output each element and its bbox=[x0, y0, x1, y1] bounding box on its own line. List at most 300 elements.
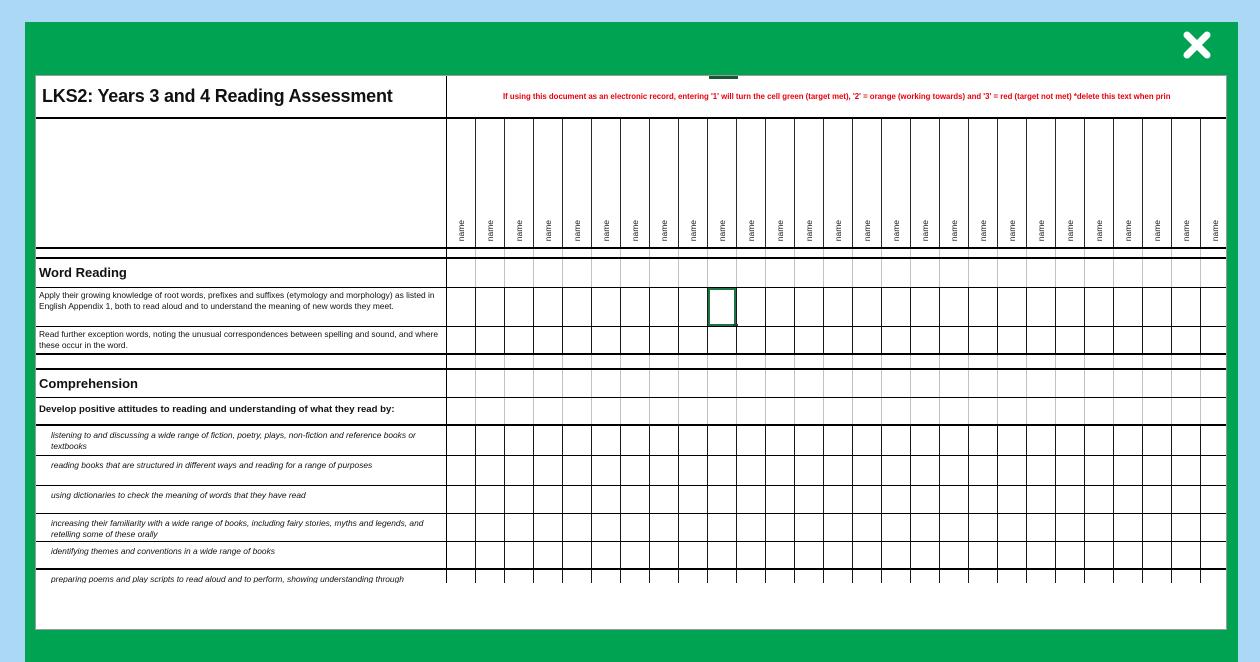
grid-cell[interactable] bbox=[650, 542, 679, 568]
grid-cell[interactable] bbox=[766, 355, 795, 368]
grid-cell[interactable] bbox=[1085, 514, 1114, 541]
grid-cell[interactable] bbox=[1114, 514, 1143, 541]
grid-cell[interactable] bbox=[911, 486, 940, 513]
grid-cell[interactable] bbox=[998, 398, 1027, 424]
grid-cell[interactable] bbox=[708, 486, 737, 513]
grid-cell[interactable] bbox=[969, 249, 998, 257]
grid-cell[interactable] bbox=[592, 514, 621, 541]
grid-cell[interactable] bbox=[940, 398, 969, 424]
grid-cell[interactable] bbox=[476, 327, 505, 353]
grid-cell[interactable] bbox=[650, 249, 679, 257]
grid-cell[interactable] bbox=[679, 327, 708, 353]
grid-cell[interactable] bbox=[737, 119, 766, 247]
grid-cell[interactable] bbox=[650, 119, 679, 247]
grid-cell[interactable] bbox=[505, 398, 534, 424]
grid-cell[interactable] bbox=[1056, 426, 1085, 455]
grid-cell[interactable] bbox=[1085, 288, 1114, 326]
grid-cell[interactable] bbox=[447, 119, 476, 247]
grid-cell[interactable] bbox=[592, 456, 621, 485]
grid-cell[interactable] bbox=[1201, 119, 1226, 247]
grid-cell[interactable] bbox=[1056, 398, 1085, 424]
grid-cell[interactable] bbox=[882, 570, 911, 583]
grid-cell[interactable] bbox=[476, 486, 505, 513]
selected-cell[interactable] bbox=[708, 288, 737, 326]
grid-cell[interactable] bbox=[476, 119, 505, 247]
grid-cell[interactable] bbox=[650, 426, 679, 455]
grid-cell[interactable] bbox=[1114, 456, 1143, 485]
grid-cell[interactable] bbox=[447, 542, 476, 568]
grid-cell[interactable] bbox=[650, 259, 679, 287]
grid-cell[interactable] bbox=[1027, 288, 1056, 326]
grid-cell[interactable] bbox=[650, 327, 679, 353]
grid-cell[interactable] bbox=[505, 355, 534, 368]
grid-cell[interactable] bbox=[534, 514, 563, 541]
grid-cell[interactable] bbox=[592, 486, 621, 513]
grid-cell[interactable] bbox=[911, 456, 940, 485]
grid-cell[interactable] bbox=[882, 514, 911, 541]
grid-cell[interactable] bbox=[1143, 249, 1172, 257]
grid-cell[interactable] bbox=[1143, 398, 1172, 424]
grid-cell[interactable] bbox=[1201, 398, 1226, 424]
grid-cell[interactable] bbox=[1056, 542, 1085, 568]
grid-cell[interactable] bbox=[737, 514, 766, 541]
grid-cell[interactable] bbox=[911, 370, 940, 397]
grid-cell[interactable] bbox=[679, 542, 708, 568]
grid-cell[interactable] bbox=[563, 486, 592, 513]
grid-cell[interactable] bbox=[708, 426, 737, 455]
grid-cell[interactable] bbox=[969, 456, 998, 485]
grid-cell[interactable] bbox=[534, 486, 563, 513]
grid-cell[interactable] bbox=[650, 570, 679, 583]
grid-cell[interactable] bbox=[1027, 398, 1056, 424]
grid-cell[interactable] bbox=[1114, 370, 1143, 397]
grid-cell[interactable] bbox=[998, 327, 1027, 353]
grid-cell[interactable] bbox=[911, 327, 940, 353]
grid-cell[interactable] bbox=[911, 119, 940, 247]
grid-cell[interactable] bbox=[766, 426, 795, 455]
grid-cell[interactable] bbox=[708, 119, 737, 247]
grid-cell[interactable] bbox=[998, 355, 1027, 368]
grid-cell[interactable] bbox=[563, 456, 592, 485]
grid-cell[interactable] bbox=[940, 570, 969, 583]
grid-cell[interactable] bbox=[447, 426, 476, 455]
grid-cell[interactable] bbox=[853, 514, 882, 541]
grid-cell[interactable] bbox=[1027, 355, 1056, 368]
grid-cell[interactable] bbox=[505, 327, 534, 353]
grid-cell[interactable] bbox=[1027, 249, 1056, 257]
grid-cell[interactable] bbox=[650, 370, 679, 397]
grid-cell[interactable] bbox=[1172, 398, 1201, 424]
grid-cell[interactable] bbox=[505, 249, 534, 257]
grid-cell[interactable] bbox=[853, 542, 882, 568]
grid-cell[interactable] bbox=[1114, 259, 1143, 287]
grid-cell[interactable] bbox=[1172, 514, 1201, 541]
grid-cell[interactable] bbox=[766, 288, 795, 326]
grid-cell[interactable] bbox=[621, 370, 650, 397]
grid-cell[interactable] bbox=[969, 426, 998, 455]
grid-cell[interactable] bbox=[1056, 456, 1085, 485]
grid-cell[interactable] bbox=[998, 514, 1027, 541]
criteria-cell[interactable]: Word Reading bbox=[36, 259, 447, 287]
grid-cell[interactable] bbox=[1143, 119, 1172, 247]
grid-cell[interactable] bbox=[650, 288, 679, 326]
grid-cell[interactable] bbox=[1172, 542, 1201, 568]
grid-cell[interactable] bbox=[1085, 119, 1114, 247]
grid-cell[interactable] bbox=[1027, 327, 1056, 353]
grid-cell[interactable] bbox=[998, 456, 1027, 485]
grid-cell[interactable] bbox=[1201, 426, 1226, 455]
grid-cell[interactable] bbox=[882, 249, 911, 257]
grid-cell[interactable] bbox=[679, 398, 708, 424]
grid-cell[interactable] bbox=[766, 514, 795, 541]
grid-cell[interactable] bbox=[563, 327, 592, 353]
grid-cell[interactable] bbox=[1201, 542, 1226, 568]
grid-cell[interactable] bbox=[563, 426, 592, 455]
grid-cell[interactable] bbox=[853, 486, 882, 513]
grid-cell[interactable] bbox=[534, 370, 563, 397]
grid-cell[interactable] bbox=[1172, 570, 1201, 583]
grid-cell[interactable] bbox=[853, 249, 882, 257]
grid-cell[interactable] bbox=[998, 288, 1027, 326]
grid-cell[interactable] bbox=[592, 327, 621, 353]
grid-cell[interactable] bbox=[592, 249, 621, 257]
grid-cell[interactable] bbox=[1085, 355, 1114, 368]
grid-cell[interactable] bbox=[1143, 570, 1172, 583]
grid-cell[interactable] bbox=[708, 542, 737, 568]
grid-cell[interactable] bbox=[621, 259, 650, 287]
grid-cell[interactable] bbox=[621, 456, 650, 485]
grid-cell[interactable] bbox=[853, 456, 882, 485]
grid-cell[interactable] bbox=[824, 249, 853, 257]
grid-cell[interactable] bbox=[1056, 249, 1085, 257]
grid-cell[interactable] bbox=[505, 456, 534, 485]
grid-cell[interactable] bbox=[1172, 119, 1201, 247]
grid-cell[interactable] bbox=[1172, 288, 1201, 326]
grid-cell[interactable] bbox=[708, 355, 737, 368]
grid-cell[interactable] bbox=[737, 486, 766, 513]
grid-cell[interactable] bbox=[679, 259, 708, 287]
grid-cell[interactable] bbox=[911, 426, 940, 455]
grid-cell[interactable] bbox=[795, 426, 824, 455]
grid-cell[interactable] bbox=[1056, 514, 1085, 541]
grid-cell[interactable] bbox=[882, 370, 911, 397]
grid-cell[interactable] bbox=[737, 370, 766, 397]
grid-cell[interactable] bbox=[940, 119, 969, 247]
grid-cell[interactable] bbox=[969, 288, 998, 326]
criteria-cell[interactable]: reading books that are structured in different ways and reading for a range of purposes bbox=[36, 456, 447, 485]
grid-cell[interactable] bbox=[534, 259, 563, 287]
grid-cell[interactable] bbox=[737, 355, 766, 368]
grid-cell[interactable] bbox=[940, 327, 969, 353]
grid-cell[interactable] bbox=[505, 259, 534, 287]
grid-cell[interactable] bbox=[824, 426, 853, 455]
grid-cell[interactable] bbox=[679, 456, 708, 485]
grid-cell[interactable] bbox=[998, 119, 1027, 247]
criteria-cell[interactable]: Read further exception words, noting the unusual correspondences between spelling and sound, and where these occur in the word. bbox=[36, 327, 447, 353]
grid-cell[interactable] bbox=[882, 355, 911, 368]
grid-cell[interactable] bbox=[621, 355, 650, 368]
grid-cell[interactable] bbox=[998, 370, 1027, 397]
grid-cell[interactable] bbox=[650, 486, 679, 513]
grid-cell[interactable] bbox=[969, 514, 998, 541]
grid-cell[interactable] bbox=[1114, 426, 1143, 455]
grid-cell[interactable] bbox=[534, 398, 563, 424]
grid-cell[interactable] bbox=[447, 259, 476, 287]
grid-cell[interactable] bbox=[1172, 426, 1201, 455]
grid-cell[interactable] bbox=[940, 370, 969, 397]
grid-cell[interactable] bbox=[447, 514, 476, 541]
grid-cell[interactable] bbox=[911, 249, 940, 257]
grid-cell[interactable] bbox=[621, 570, 650, 583]
grid-cell[interactable] bbox=[1027, 570, 1056, 583]
grid-cell[interactable] bbox=[911, 570, 940, 583]
grid-cell[interactable] bbox=[940, 542, 969, 568]
grid-cell[interactable] bbox=[853, 426, 882, 455]
grid-cell[interactable] bbox=[592, 570, 621, 583]
grid-cell[interactable] bbox=[1201, 370, 1226, 397]
grid-cell[interactable] bbox=[737, 398, 766, 424]
grid-cell[interactable] bbox=[824, 486, 853, 513]
close-button[interactable] bbox=[1180, 30, 1214, 64]
grid-cell[interactable] bbox=[882, 486, 911, 513]
grid-cell[interactable] bbox=[708, 249, 737, 257]
grid-cell[interactable] bbox=[1114, 486, 1143, 513]
grid-cell[interactable] bbox=[969, 486, 998, 513]
empty-cell[interactable] bbox=[36, 355, 447, 368]
grid-cell[interactable] bbox=[534, 119, 563, 247]
grid-cell[interactable] bbox=[882, 119, 911, 247]
grid-cell[interactable] bbox=[795, 119, 824, 247]
grid-cell[interactable] bbox=[621, 486, 650, 513]
grid-cell[interactable] bbox=[1201, 288, 1226, 326]
grid-cell[interactable] bbox=[766, 249, 795, 257]
grid-cell[interactable] bbox=[505, 119, 534, 247]
grid-cell[interactable] bbox=[1143, 355, 1172, 368]
grid-cell[interactable] bbox=[882, 327, 911, 353]
grid-cell[interactable] bbox=[476, 542, 505, 568]
grid-cell[interactable] bbox=[621, 288, 650, 326]
grid-cell[interactable] bbox=[650, 456, 679, 485]
grid-cell[interactable] bbox=[1085, 426, 1114, 455]
grid-cell[interactable] bbox=[998, 486, 1027, 513]
criteria-cell[interactable]: identifying themes and conventions in a wide range of books bbox=[36, 542, 447, 568]
grid-cell[interactable] bbox=[563, 370, 592, 397]
grid-cell[interactable] bbox=[1172, 370, 1201, 397]
grid-cell[interactable] bbox=[1027, 119, 1056, 247]
grid-cell[interactable] bbox=[621, 119, 650, 247]
grid-cell[interactable] bbox=[1056, 327, 1085, 353]
grid-cell[interactable] bbox=[737, 288, 766, 326]
grid-cell[interactable] bbox=[824, 514, 853, 541]
grid-cell[interactable] bbox=[737, 327, 766, 353]
grid-cell[interactable] bbox=[853, 370, 882, 397]
grid-cell[interactable] bbox=[911, 542, 940, 568]
grid-cell[interactable] bbox=[969, 398, 998, 424]
grid-cell[interactable] bbox=[1201, 259, 1226, 287]
grid-cell[interactable] bbox=[650, 355, 679, 368]
grid-cell[interactable] bbox=[737, 456, 766, 485]
grid-cell[interactable] bbox=[1027, 456, 1056, 485]
grid-cell[interactable] bbox=[766, 370, 795, 397]
grid-cell[interactable] bbox=[1056, 288, 1085, 326]
grid-cell[interactable] bbox=[621, 327, 650, 353]
grid-cell[interactable] bbox=[766, 486, 795, 513]
grid-cell[interactable] bbox=[1085, 249, 1114, 257]
grid-cell[interactable] bbox=[853, 119, 882, 247]
grid-cell[interactable] bbox=[824, 259, 853, 287]
grid-cell[interactable] bbox=[1172, 355, 1201, 368]
grid-cell[interactable] bbox=[1114, 288, 1143, 326]
criteria-cell[interactable]: Develop positive attitudes to reading and understanding of what they read by: bbox=[36, 398, 447, 424]
grid-cell[interactable] bbox=[505, 514, 534, 541]
grid-cell[interactable] bbox=[998, 570, 1027, 583]
grid-cell[interactable] bbox=[505, 288, 534, 326]
grid-cell[interactable] bbox=[1201, 570, 1226, 583]
grid-cell[interactable] bbox=[824, 355, 853, 368]
grid-cell[interactable] bbox=[1085, 456, 1114, 485]
grid-cell[interactable] bbox=[1143, 426, 1172, 455]
grid-cell[interactable] bbox=[1114, 119, 1143, 247]
grid-cell[interactable] bbox=[911, 288, 940, 326]
grid-cell[interactable] bbox=[766, 456, 795, 485]
grid-cell[interactable] bbox=[1201, 514, 1226, 541]
grid-cell[interactable] bbox=[447, 249, 476, 257]
grid-cell[interactable] bbox=[940, 249, 969, 257]
grid-cell[interactable] bbox=[1143, 486, 1172, 513]
grid-cell[interactable] bbox=[1114, 355, 1143, 368]
grid-cell[interactable] bbox=[447, 288, 476, 326]
empty-cell[interactable] bbox=[36, 249, 447, 257]
grid-cell[interactable] bbox=[534, 426, 563, 455]
grid-cell[interactable] bbox=[969, 570, 998, 583]
grid-cell[interactable] bbox=[998, 259, 1027, 287]
grid-cell[interactable] bbox=[563, 570, 592, 583]
grid-cell[interactable] bbox=[882, 542, 911, 568]
criteria-cell[interactable]: preparing poems and play scripts to read aloud and to perform, showing understanding through bbox=[36, 570, 447, 583]
grid-cell[interactable] bbox=[563, 355, 592, 368]
grid-cell[interactable] bbox=[795, 288, 824, 326]
grid-cell[interactable] bbox=[766, 542, 795, 568]
grid-cell[interactable] bbox=[534, 456, 563, 485]
grid-cell[interactable] bbox=[679, 426, 708, 455]
grid-cell[interactable] bbox=[1027, 514, 1056, 541]
grid-cell[interactable] bbox=[969, 542, 998, 568]
grid-cell[interactable] bbox=[650, 398, 679, 424]
grid-cell[interactable] bbox=[1085, 542, 1114, 568]
grid-cell[interactable] bbox=[1056, 259, 1085, 287]
grid-cell[interactable] bbox=[853, 259, 882, 287]
grid-cell[interactable] bbox=[476, 355, 505, 368]
grid-cell[interactable] bbox=[534, 570, 563, 583]
grid-cell[interactable] bbox=[476, 456, 505, 485]
grid-cell[interactable] bbox=[998, 249, 1027, 257]
grid-cell[interactable] bbox=[1085, 370, 1114, 397]
grid-cell[interactable] bbox=[447, 370, 476, 397]
grid-cell[interactable] bbox=[534, 249, 563, 257]
grid-cell[interactable] bbox=[1114, 398, 1143, 424]
grid-cell[interactable] bbox=[824, 327, 853, 353]
grid-cell[interactable] bbox=[1085, 570, 1114, 583]
grid-cell[interactable] bbox=[1027, 542, 1056, 568]
grid-cell[interactable] bbox=[563, 259, 592, 287]
grid-cell[interactable] bbox=[911, 398, 940, 424]
grid-cell[interactable] bbox=[882, 426, 911, 455]
grid-cell[interactable] bbox=[853, 398, 882, 424]
grid-cell[interactable] bbox=[766, 570, 795, 583]
grid-cell[interactable] bbox=[679, 249, 708, 257]
grid-cell[interactable] bbox=[998, 426, 1027, 455]
grid-cell[interactable] bbox=[476, 370, 505, 397]
grid-cell[interactable] bbox=[940, 355, 969, 368]
grid-cell[interactable] bbox=[563, 288, 592, 326]
criteria-cell[interactable]: Comprehension bbox=[36, 370, 447, 397]
grid-cell[interactable] bbox=[940, 456, 969, 485]
grid-cell[interactable] bbox=[621, 426, 650, 455]
grid-cell[interactable] bbox=[1143, 514, 1172, 541]
grid-cell[interactable] bbox=[1172, 486, 1201, 513]
grid-cell[interactable] bbox=[1056, 486, 1085, 513]
grid-cell[interactable] bbox=[824, 570, 853, 583]
grid-cell[interactable] bbox=[824, 288, 853, 326]
grid-cell[interactable] bbox=[1085, 398, 1114, 424]
grid-cell[interactable] bbox=[969, 119, 998, 247]
grid-cell[interactable] bbox=[940, 259, 969, 287]
grid-cell[interactable] bbox=[679, 370, 708, 397]
grid-cell[interactable] bbox=[1114, 249, 1143, 257]
grid-cell[interactable] bbox=[1172, 259, 1201, 287]
grid-cell[interactable] bbox=[1201, 327, 1226, 353]
grid-cell[interactable] bbox=[708, 570, 737, 583]
grid-cell[interactable] bbox=[650, 514, 679, 541]
grid-cell[interactable] bbox=[969, 370, 998, 397]
grid-cell[interactable] bbox=[505, 542, 534, 568]
grid-cell[interactable] bbox=[940, 486, 969, 513]
grid-cell[interactable] bbox=[708, 456, 737, 485]
grid-cell[interactable] bbox=[853, 355, 882, 368]
grid-cell[interactable] bbox=[824, 119, 853, 247]
grid-cell[interactable] bbox=[1172, 456, 1201, 485]
grid-cell[interactable] bbox=[795, 355, 824, 368]
grid-cell[interactable] bbox=[1201, 355, 1226, 368]
grid-cell[interactable] bbox=[911, 259, 940, 287]
grid-cell[interactable] bbox=[1085, 486, 1114, 513]
grid-cell[interactable] bbox=[1172, 249, 1201, 257]
grid-cell[interactable] bbox=[621, 542, 650, 568]
grid-cell[interactable] bbox=[1201, 486, 1226, 513]
grid-cell[interactable] bbox=[592, 119, 621, 247]
grid-cell[interactable] bbox=[1056, 119, 1085, 247]
grid-cell[interactable] bbox=[621, 249, 650, 257]
grid-cell[interactable] bbox=[592, 398, 621, 424]
grid-cell[interactable] bbox=[1027, 486, 1056, 513]
grid-cell[interactable] bbox=[679, 486, 708, 513]
grid-cell[interactable] bbox=[1143, 542, 1172, 568]
grid-cell[interactable] bbox=[505, 370, 534, 397]
grid-cell[interactable] bbox=[911, 355, 940, 368]
grid-cell[interactable] bbox=[563, 542, 592, 568]
grid-cell[interactable] bbox=[940, 288, 969, 326]
grid-cell[interactable] bbox=[708, 327, 737, 353]
grid-cell[interactable] bbox=[1143, 327, 1172, 353]
grid-cell[interactable] bbox=[708, 398, 737, 424]
grid-cell[interactable] bbox=[940, 514, 969, 541]
grid-cell[interactable] bbox=[621, 514, 650, 541]
grid-cell[interactable] bbox=[795, 456, 824, 485]
grid-cell[interactable] bbox=[1027, 370, 1056, 397]
grid-cell[interactable] bbox=[708, 514, 737, 541]
grid-cell[interactable] bbox=[679, 355, 708, 368]
grid-cell[interactable] bbox=[476, 426, 505, 455]
